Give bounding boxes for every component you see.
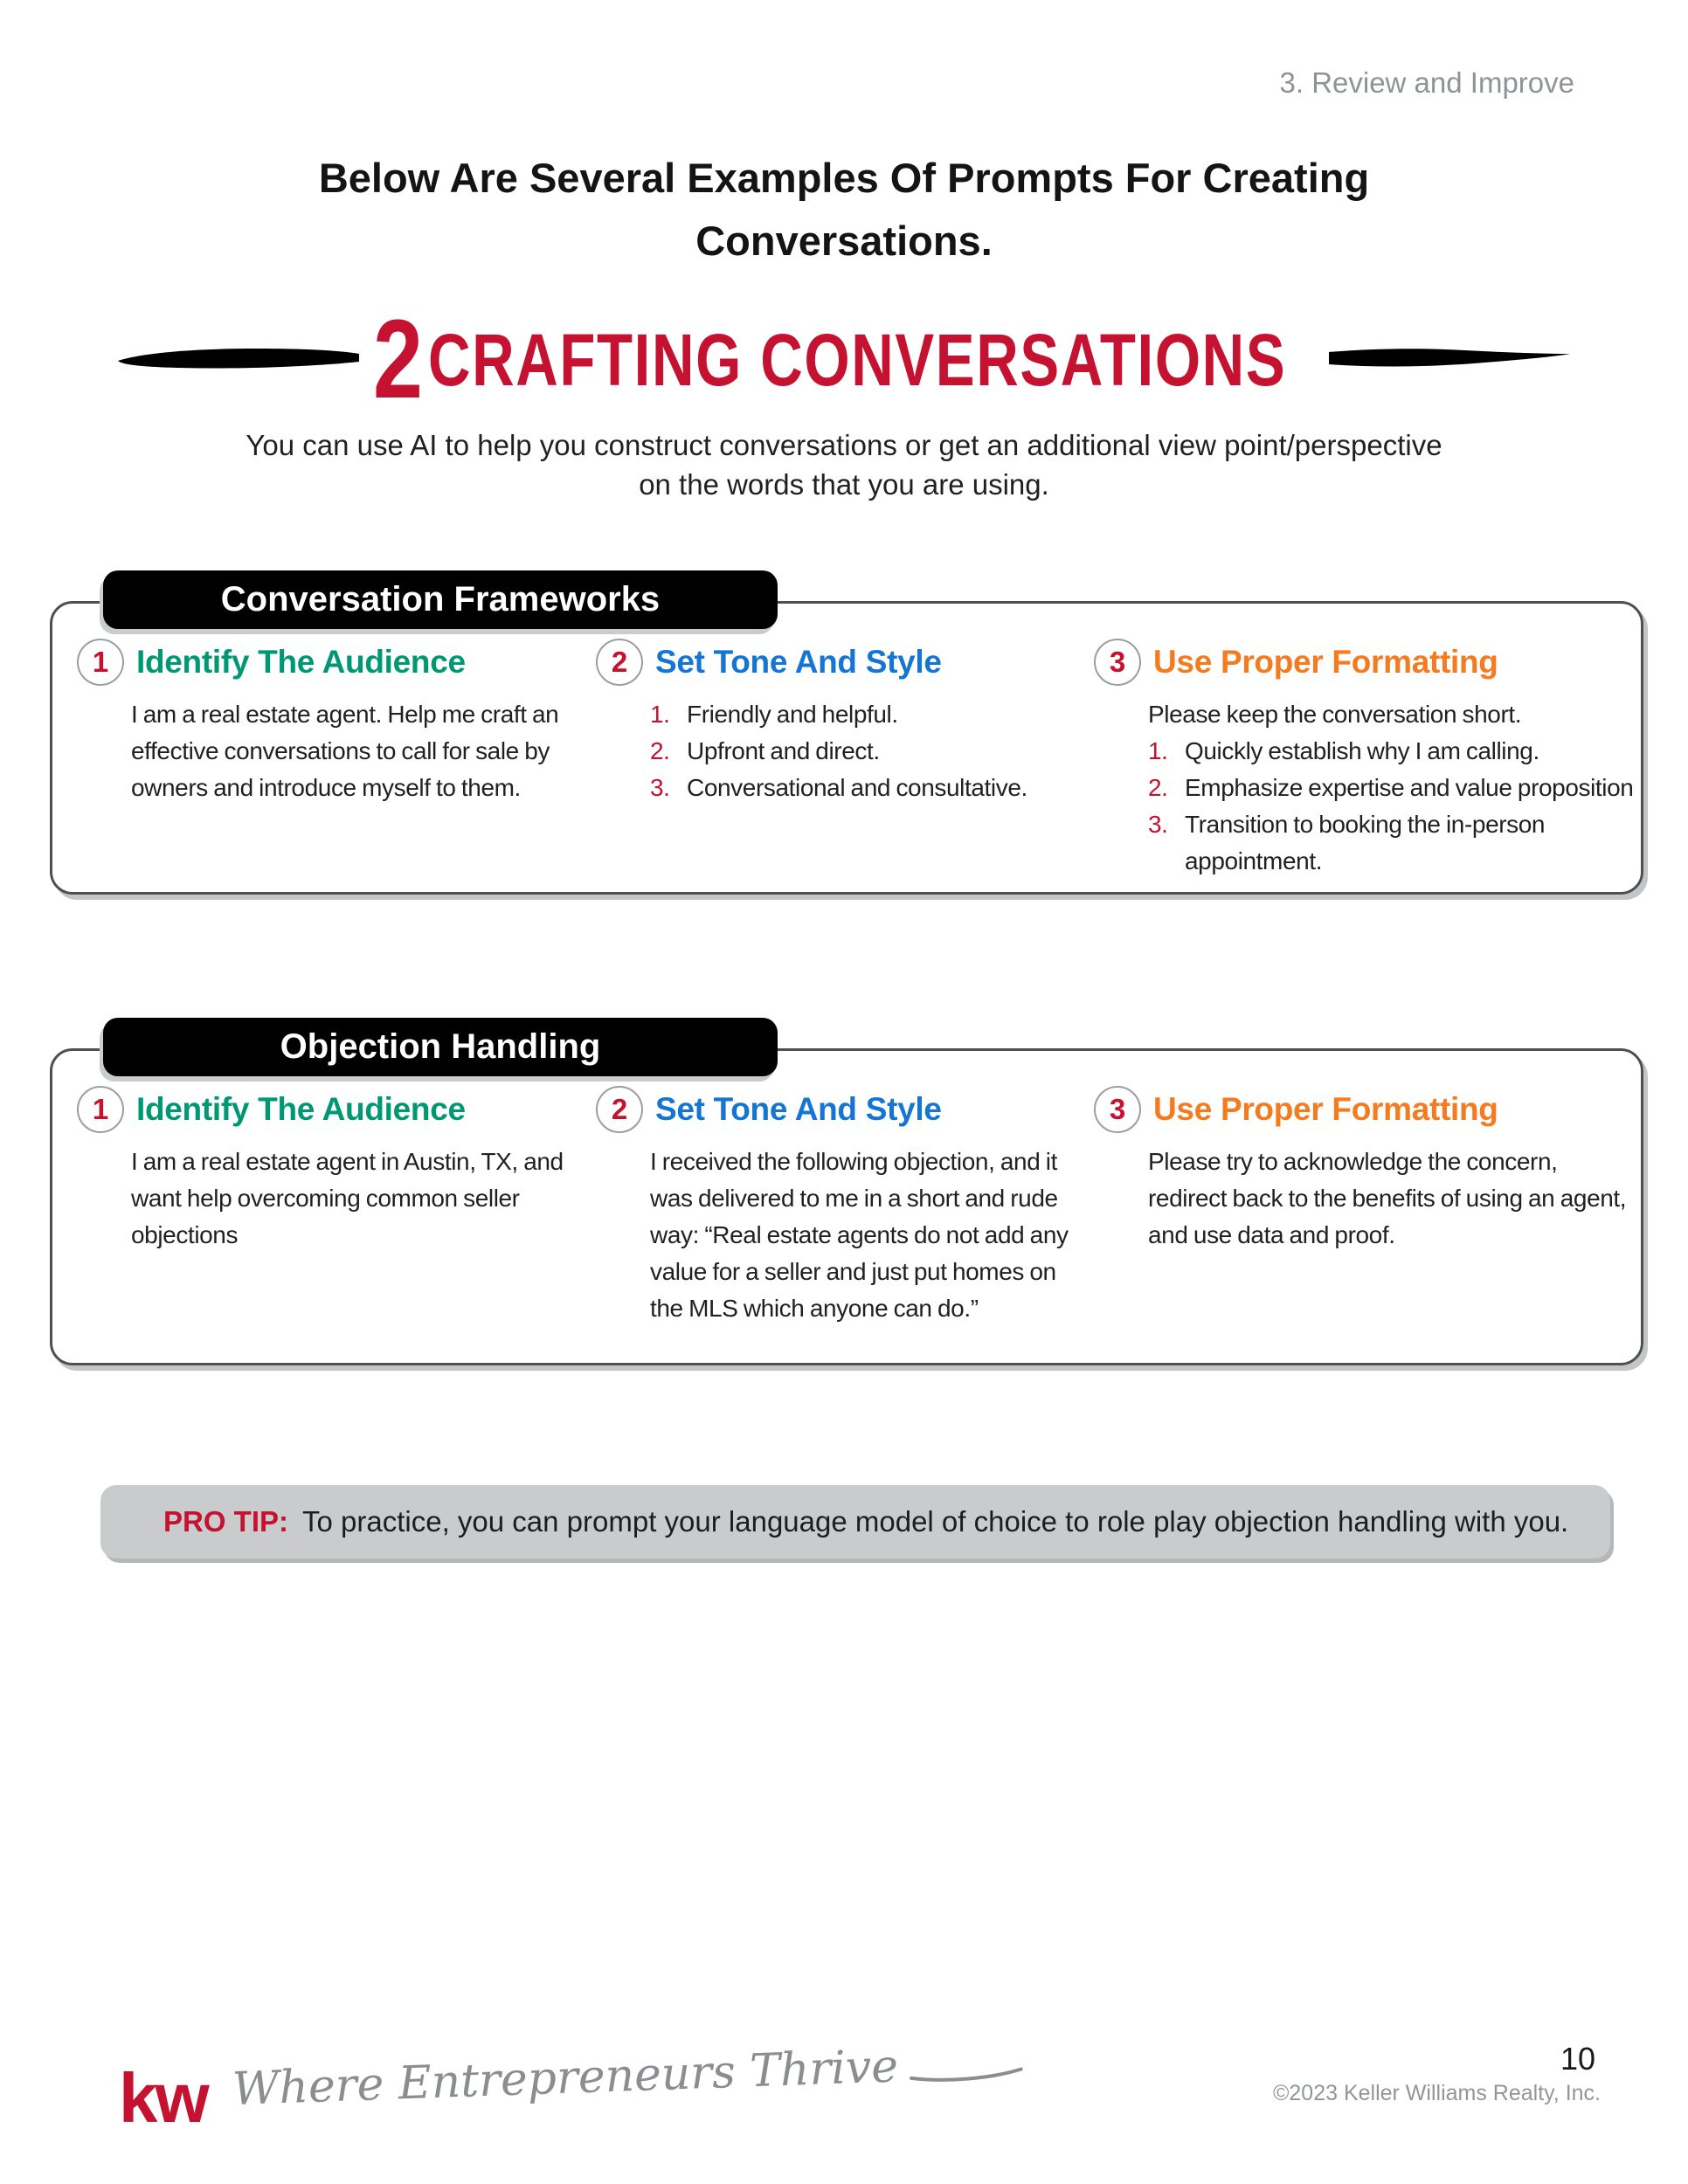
column-heading: Set Tone And Style xyxy=(655,1091,942,1127)
prompt-column xyxy=(77,1086,584,1254)
card-objection-handling xyxy=(50,1027,1643,1365)
list-item xyxy=(1148,806,1637,880)
intro-text xyxy=(0,425,1688,504)
pro-tip-callout xyxy=(100,1485,1610,1559)
pro-tip-text: To practice, you can prompt your language model of choice to role play objection handling with you. xyxy=(302,1505,1569,1538)
step-number-badge: 2 xyxy=(596,1086,643,1133)
column-heading: Set Tone And Style xyxy=(655,644,942,680)
column-paragraph: I am a real estate agent. Help me craft an effective conversations to call for sale by owners and introduce myself to them. xyxy=(131,701,559,801)
prompt-column xyxy=(77,639,584,806)
kw-tagline xyxy=(232,2035,1023,2116)
list-item-text: Quickly establish why I am calling. xyxy=(1185,737,1539,764)
list-item-number: 1. xyxy=(650,701,670,728)
list-item xyxy=(650,770,1085,806)
step-number-badge: 2 xyxy=(596,639,643,686)
list-item-number: 1. xyxy=(1148,737,1168,764)
column-heading: Use Proper Formatting xyxy=(1153,1091,1498,1127)
list-item-number: 2. xyxy=(1148,774,1168,801)
section-title: CRAFTING CONVERSATIONS xyxy=(427,319,1286,401)
pro-tip-label: PRO TIP: xyxy=(163,1505,289,1538)
page-title xyxy=(0,147,1688,273)
column-heading: Use Proper Formatting xyxy=(1153,644,1498,680)
step-number-badge: 1 xyxy=(77,1086,124,1133)
page-title-line1: Below Are Several Examples Of Prompts For Creating xyxy=(318,155,1370,201)
section-breadcrumb: 3. Review and Improve xyxy=(1279,66,1574,99)
list-item-text: Friendly and helpful. xyxy=(687,701,898,728)
list-item-text: Emphasize expertise and value proposition xyxy=(1185,774,1634,801)
list-item-number: 3. xyxy=(650,774,670,801)
kw-logo: kw xyxy=(119,2059,207,2137)
card-title-pill: Objection Handling xyxy=(103,1018,778,1076)
list-item xyxy=(650,696,1085,733)
column-paragraph: I am a real estate agent in Austin, TX, and want help overcoming common seller objections xyxy=(131,1148,564,1248)
list-item-text: Conversational and consultative. xyxy=(687,774,1027,801)
column-heading: Identify The Audience xyxy=(136,1091,466,1127)
tagline-flourish-icon xyxy=(910,2063,1024,2086)
prompt-column xyxy=(1094,1086,1637,1254)
step-number-badge: 3 xyxy=(1094,1086,1141,1133)
section-number: 2 xyxy=(372,297,423,422)
prompt-column xyxy=(1094,639,1637,880)
copyright-notice: ©2023 Keller Williams Realty, Inc. xyxy=(1272,2081,1601,2105)
list-item xyxy=(1148,733,1637,770)
prompt-column xyxy=(596,1086,1085,1327)
column-paragraph: Please try to acknowledge the concern, redirect back to the benefits of using an agent, and use data and proof. xyxy=(1148,1148,1627,1248)
list-item-number: 2. xyxy=(650,737,670,764)
list-item-text: Upfront and direct. xyxy=(687,737,880,764)
column-heading: Identify The Audience xyxy=(136,644,466,680)
page-number: 10 xyxy=(1560,2041,1595,2077)
step-number-badge: 3 xyxy=(1094,639,1141,686)
kw-tagline-text: Where Entrepreneurs Thrive xyxy=(231,2040,899,2116)
prompt-column xyxy=(596,639,1085,806)
intro-line2: on the words that you are using. xyxy=(639,468,1049,501)
step-number-badge: 1 xyxy=(77,639,124,686)
column-paragraph: I received the following objection, and it was delivered to me in a short and rude way: “Real estate agents do not add any value for a seller and just put homes on the MLS which anyone can do.” xyxy=(650,1148,1069,1322)
brush-dash-right-icon xyxy=(1327,343,1572,377)
card-title-pill: Conversation Frameworks xyxy=(103,570,778,629)
card-conversation-frameworks xyxy=(50,580,1643,895)
section-banner xyxy=(0,297,1688,422)
intro-line1: You can use AI to help you construct conversations or get an additional view point/perspective xyxy=(246,429,1442,461)
list-item-text: Transition to booking the in-person appointment. xyxy=(1185,811,1546,874)
list-item xyxy=(1148,770,1637,806)
page-title-line2: Conversations. xyxy=(695,218,993,264)
column-paragraph: Please keep the conversation short. xyxy=(1148,701,1522,728)
list-item xyxy=(650,733,1085,770)
list-item-number: 3. xyxy=(1148,811,1168,838)
brush-dash-left-icon xyxy=(116,343,361,377)
